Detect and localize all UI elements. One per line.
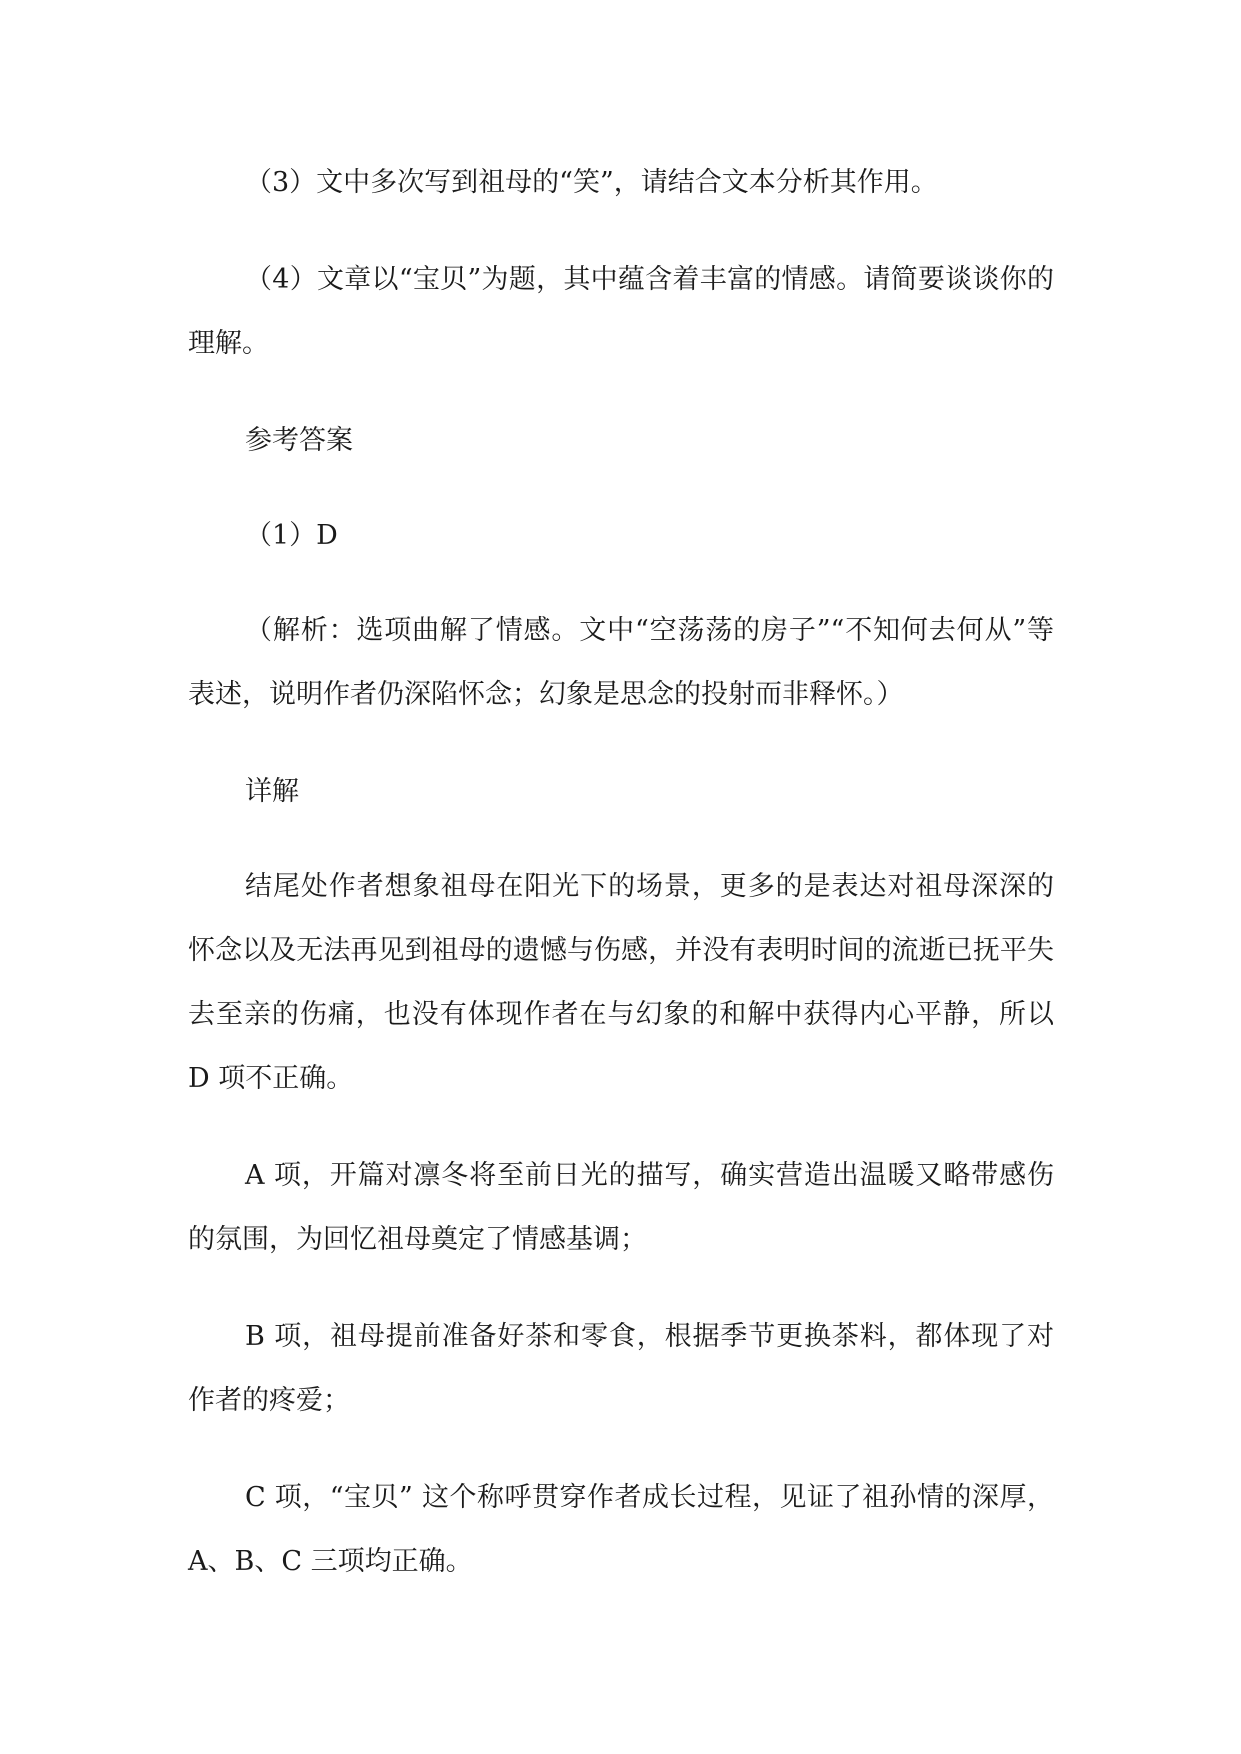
document-body [188,151,1054,1627]
question-3: （3）文中多次写到祖母的“笑”，请结合文本分析其作用。 [245,167,938,198]
analysis-paragraph: （解析：选项曲解了情感。文中“空荡荡的房子”“不知何去何从”等表述，说明作者仍深陷怀念；幻象是思念的投射而非释怀。） [188,615,1054,710]
answer-heading: 参考答案 [245,425,353,456]
answer-1: （1）D [245,520,338,551]
detail-paragraph-option-b: B 项，祖母提前准备好茶和零食，根据季节更换茶料，都体现了对作者的疼爱； [188,1321,1054,1416]
detail-paragraph-option-c: C 项，“宝贝” 这个称呼贯穿作者成长过程，见证了祖孙情的深厚，A、B、C 三项均正确。 [188,1482,1054,1577]
detail-heading: 详解 [245,776,299,807]
question-4: （4）文章以“宝贝”为题，其中蕴含着丰富的情感。请简要谈谈你的理解。 [188,264,1054,359]
detail-paragraph-option-a: A 项，开篇对凛冬将至前日光的描写，确实营造出温暖又略带感伤的氛围，为回忆祖母奠定了情感基调； [188,1160,1054,1255]
detail-paragraph-main: 结尾处作者想象祖母在阳光下的场景，更多的是表达对祖母深深的怀念以及无法再见到祖母的遗憾与伤感，并没有表明时间的流逝已抚平失去至亲的伤痛，也没有体现作者在与幻象的和解中获得内心平静，所以 D 项不正确。 [188,871,1054,1094]
